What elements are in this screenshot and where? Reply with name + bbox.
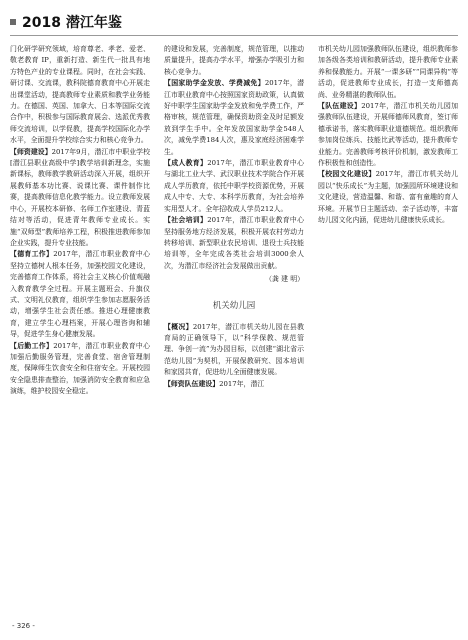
paragraph: 【师资队伍建设】2017年，潜江 (164, 379, 265, 388)
text-column-2 (164, 44, 304, 390)
header-divider (10, 35, 458, 36)
paragraph: 【校园文化建设】2017年，潜江市机关幼儿园以“快乐成长”为主题，加强园所环境建设和文化建设，营造温馨、和谐、富有童趣的育人环境。开展节日主题活动、亲子活动等，丰富幼儿园文化内涵，促进幼儿健康快乐成长。 (318, 170, 458, 225)
paragraph: 【社会培训】2017年，潜江市职业教育中心坚持服务地方经济发展，积极开展农村劳动力转移培训、新型职业农民培训、退役士兵技能培训等，全年完成各类社会培训3000余人次，为潜江市经济社会发展做出贡献。 (164, 216, 304, 270)
paragraph: 的建设和发展，完善制度，规范管理，以推动质量提升，提高办学水平，增强办学吸引力和核心竞争力。 (164, 45, 304, 76)
paragraph: 市机关幼儿园加强教师队伍建设，组织教师参加各级各类培训和教研活动，提升教师专业素养和保教能力。开展“一课多研”“同课异构”等活动，促进教师专业成长，打造一支师德高尚、业务精湛的教师队伍。 (318, 45, 458, 99)
paragraph: 门化研学研究领域，培育尊老、孝老、爱老、敬老教育 IP，重新打造、新生代一批具有地方特色产业的专业课程。同时，在社会实践、研讨课、交流课，教科院德育教育中心开展走出课堂活动，提高教师专业素质和教学业务能力。在德国、英国、加拿大、日本等国际交流合作中，积极参与国际教育展会、选派优秀教师交流培训，以学促教，提高学校国际化办学水平，全面提升学校综合实力和核心竞争力。 (10, 45, 150, 145)
paragraph: 【概况】2017年，潜江市机关幼儿园在县教育局的正确领导下，以“科学保教、规范管理、争创一流”为办园目标，以创建“湖北省示范幼儿园”为契机，开展保教研究、园本培训和家园共育，促进幼儿全面健康发展。 (164, 322, 304, 377)
section-heading: 机关幼儿园 (212, 300, 256, 311)
page-header (0, 14, 468, 36)
header-marker (10, 19, 16, 25)
paragraph: 【成人教育】2017年，潜江市职业教育中心与湖北工业大学、武汉职业技术学院合作开展成人学历教育，依托中职学校资源优势，开展成人中专、大专、本科学历教育，为社会培养实用型人才。全年招收成人学员212人。 (164, 159, 304, 213)
text-column-1 (10, 44, 150, 398)
paragraph: 【后勤工作】2017年，潜江市职业教育中心加强后勤服务管理，完善食堂、宿舍管理制度，保障师生饮食安全和住宿安全。开展校园安全隐患排查整治，加强消防安全教育和应急演练，维护校园安全稳定。 (10, 341, 150, 396)
paragraph: 【国家助学金发放、学费减免】2017年，潜江市职业教育中心按照国家资助政策，认真做好中职学生国家助学金发放和免学费工作，严格审核，规范管理，确保资助资金及时足额发放到学生手中。全年发放国家助学金548人次，减免学费184人次，惠及家庭经济困难学生。 (164, 79, 304, 156)
text-column-3 (318, 44, 458, 227)
page-number: - 326 - (12, 622, 35, 630)
author-signature: （龚 建 明） (265, 275, 304, 284)
page-title: 2018 潜江年鉴 (22, 15, 122, 31)
paragraph: 【队伍建设】2017年，潜江市机关幼儿园加强教师队伍建设，开展师德师风教育，签订师德承诺书，落实教师职业道德规范。组织教师参加岗位练兵、技能比武等活动，提升教师专业能力。完善教师考核评价机制，激发教师工作积极性和创造性。 (318, 102, 458, 168)
paragraph: 【师资建设】2017年9月，潜江市中职业学校[潜江县职业高级中学]教学培训新理念，实施新课标，教师教学教研活动深入开展，组织开展教师基本功比赛、说课比赛、课件制作比赛，提高教师信息化教学能力。设立教师发展中心，开展校本研修、名师工作室建设、青蓝结对等活动，促进青年教师专业成长。实施“双师型”教师培养工程，积极推进教师参加企业实践，提升专业技能。 (10, 147, 150, 247)
paragraph: 【德育工作】2017年，潜江市职业教育中心坚持立德树人根本任务，加强校园文化建设，完善德育工作体系，将社会主义核心价值观融入教育教学全过程。开展主题班会、升旗仪式、文明礼仪教育，组织学生参加志愿服务活动，增强学生社会责任感。推进心理健康教育，建立学生心理档案，开展心理咨询和辅导，促进学生身心健康发展。 (10, 250, 150, 339)
